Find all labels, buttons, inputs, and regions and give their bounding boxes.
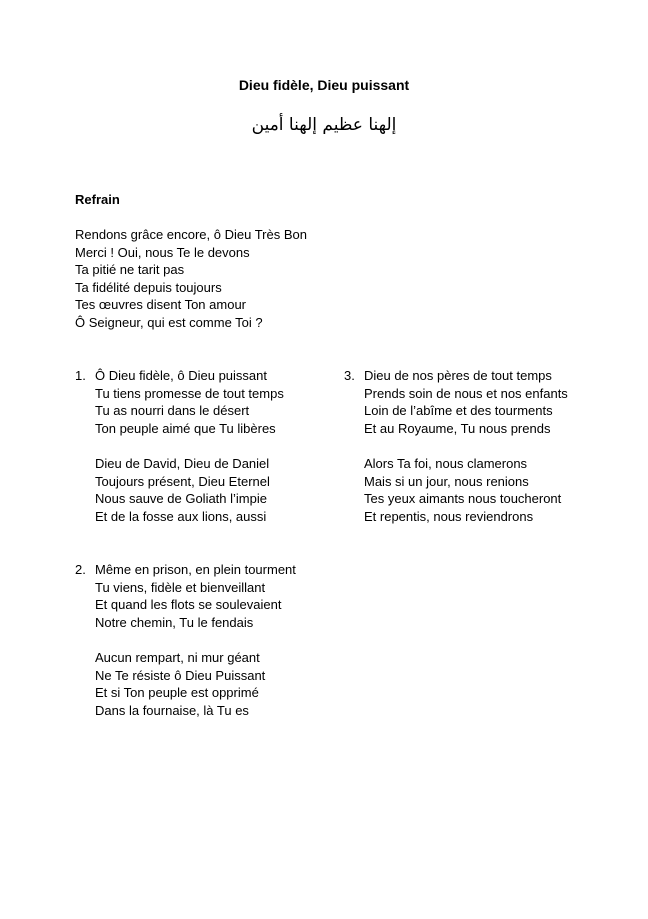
verse-line: Tu tiens promesse de tout temps (95, 385, 284, 401)
verse-line: Tes yeux aimants nous toucheront (364, 491, 562, 507)
verse-line: Aucun rempart, ni mur géant (95, 649, 260, 665)
verse-line: Tu viens, fidèle et bienveillant (95, 579, 266, 595)
verse-line: Notre chemin, Tu le fendais (95, 614, 254, 630)
verse-3 (344, 367, 568, 525)
verse-line: Et au Royaume, Tu nous prends (364, 420, 551, 436)
verse-line: Et quand les flots se soulevaient (95, 597, 282, 613)
verse-line: Ne Te résiste ô Dieu Puissant (95, 667, 266, 683)
stanza-gap (364, 437, 568, 455)
verse-line: Et de la fosse aux lions, aussi (95, 508, 267, 524)
verse-line: Dans la fournaise, là Tu es (95, 702, 249, 718)
refrain-line: Ta pitié ne tarit pas (75, 262, 185, 278)
song-title: Dieu fidèle, Dieu puissant (238, 77, 410, 93)
verse-line: Ton peuple aimé que Tu libères (95, 420, 276, 436)
verse-line: Mais si un jour, nous renions (364, 473, 529, 489)
verse-body (95, 367, 284, 525)
verse-line: Ô Dieu fidèle, ô Dieu puissant (95, 368, 267, 383)
refrain-line: Ta fidélité depuis toujours (75, 279, 222, 295)
verse-line: Prends soin de nous et nos enfants (364, 385, 568, 401)
verse-number: 3. (344, 368, 355, 383)
verse-line: Toujours présent, Dieu Eternel (95, 473, 270, 489)
verse-line: Nous sauve de Goliath l’impie (95, 491, 267, 507)
verse-line: Et repentis, nous reviendrons (364, 508, 534, 524)
refrain-line: Merci ! Oui, nous Te le devons (75, 244, 250, 260)
verse-line: Dieu de David, Dieu de Daniel (95, 455, 270, 471)
refrain-line: Rendons grâce encore, ô Dieu Très Bon (75, 227, 307, 242)
verse-1 (75, 367, 284, 525)
verse-line: Même en prison, en plein tourment (95, 562, 296, 577)
verse-2 (75, 561, 296, 719)
stanza-gap (95, 437, 284, 455)
verse-number: 1. (75, 368, 86, 383)
stanza-gap (95, 631, 296, 649)
refrain-line: Ô Seigneur, qui est comme Toi ? (75, 314, 263, 330)
refrain-heading: Refrain (75, 192, 120, 207)
verse-line: Et si Ton peuple est opprimé (95, 685, 259, 701)
arabic-subtitle: إلهنا عظيم إلهنا أمين (251, 115, 397, 135)
verse-line: Alors Ta foi, nous clamerons (364, 455, 528, 471)
verse-body (364, 367, 568, 525)
refrain-line: Tes œuvres disent Ton amour (75, 297, 246, 313)
verse-body (95, 561, 296, 719)
verse-number: 2. (75, 562, 86, 577)
verse-line: Dieu de nos pères de tout temps (364, 368, 552, 383)
verse-line: Tu as nourri dans le désert (95, 403, 250, 419)
refrain-block (75, 226, 307, 332)
verse-line: Loin de l’abîme et des tourments (364, 403, 553, 419)
